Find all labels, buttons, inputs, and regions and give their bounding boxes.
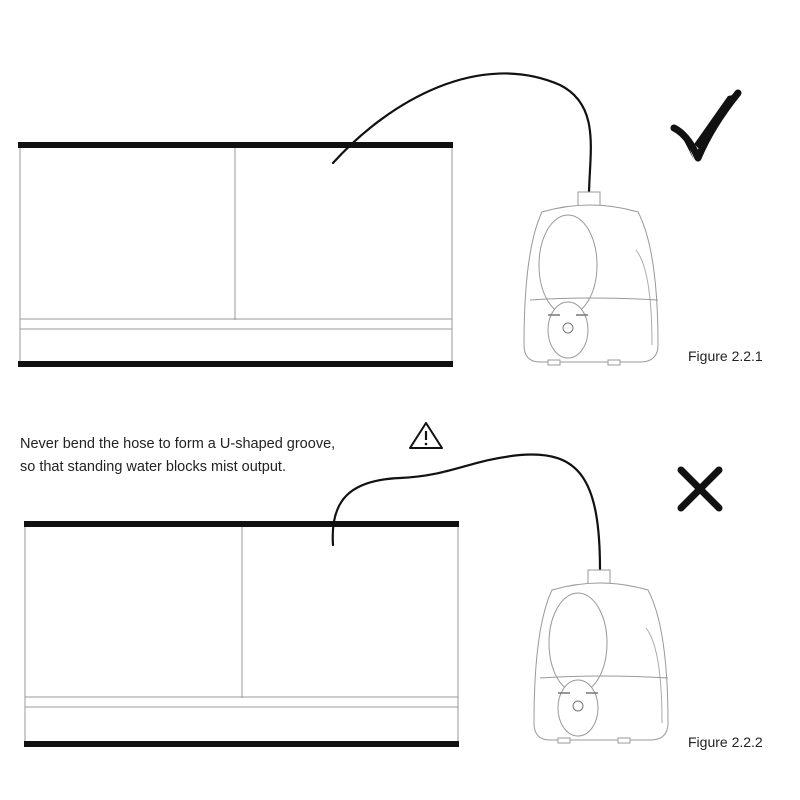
cabinet-1	[18, 142, 453, 367]
warning-line-1: Never bend the hose to form a U-shaped groove,	[20, 436, 336, 452]
humidifier-2	[534, 570, 668, 743]
hose-1	[333, 73, 591, 192]
warning-triangle-icon	[410, 423, 442, 448]
warning-message	[20, 433, 335, 479]
figure-2-2-2	[24, 454, 719, 747]
figure-2-2-1	[18, 73, 738, 367]
cabinet-2	[24, 521, 459, 747]
humidifier-1	[524, 192, 658, 365]
warning-line-2: so that standing water blocks mist output.	[20, 459, 286, 475]
figure-caption-1: Figure 2.2.1	[688, 348, 763, 364]
figure-caption-2: Figure 2.2.2	[688, 734, 763, 750]
hose-2	[333, 454, 600, 570]
x-mark-icon	[681, 470, 719, 508]
